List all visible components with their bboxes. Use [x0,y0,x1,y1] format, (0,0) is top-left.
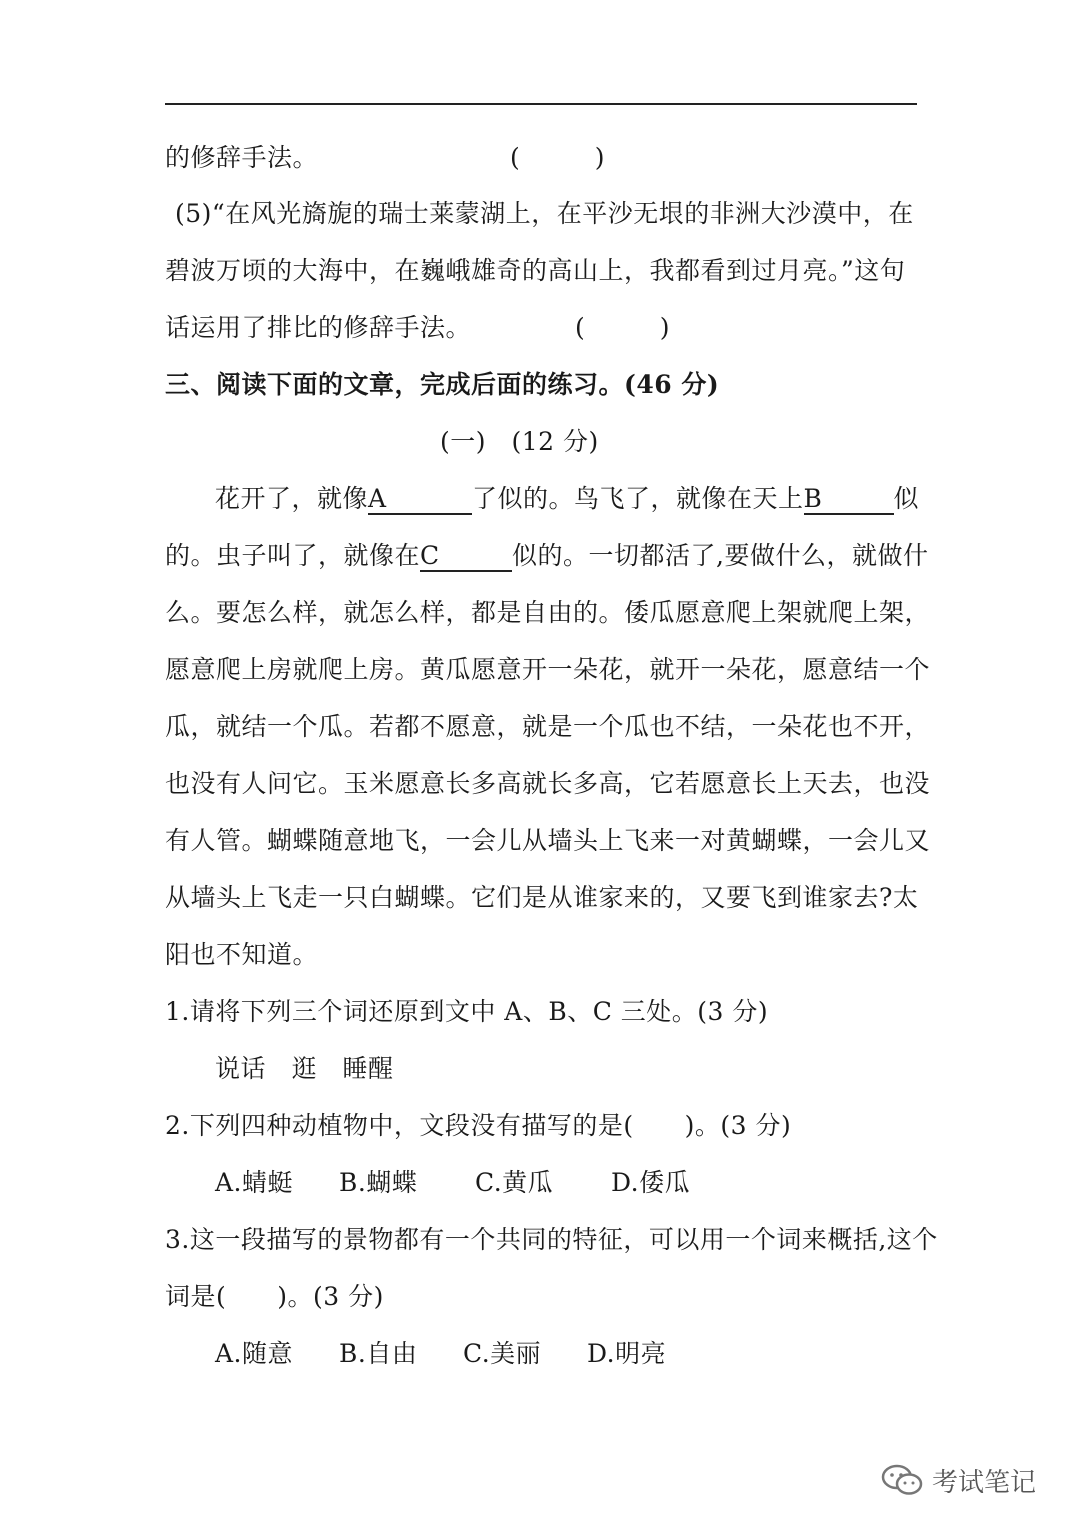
option-a[interactable]: A.蜻蜓 [215,1168,294,1197]
passage-line-8: 从墙头上飞走一只白蝴蝶。它们是从谁家来的，又要飞到谁家去?太 [165,883,919,912]
question-3-options [215,1338,975,1370]
option-c[interactable]: C.美丽 [463,1339,542,1368]
question-2: 2.下列四种动植物中，文段没有描写的是( )。(3 分) [165,1111,792,1140]
question-1-words: 说话 逛 睡醒 [215,1054,394,1083]
question-3-line2: 词是( )。(3 分) [165,1282,384,1311]
fill-blank-a: A [368,485,472,515]
passage-line-6: 也没有人问它。玉米愿意长多高就长多高，它若愿意长上天去，也没 [165,769,931,798]
passage-line-1 [215,483,975,515]
passage-line-5: 瓜，就结一个瓜。若都不愿意，就是一个瓜也不结，一朵花也不开， [165,712,931,741]
section3-heading: 三、阅读下面的文章，完成后面的练习。(46 分) [165,370,720,399]
fill-blank-c: C [420,542,512,572]
watermark [880,1460,1036,1500]
item5-line3: 话运用了排比的修辞手法。 [165,313,472,342]
passage-line-7: 有人管。蝴蝶随意地飞，一会儿从墙头上飞来一对黄蝴蝶，一会儿又 [165,826,931,855]
question-3-line1: 3.这一段描写的景物都有一个共同的特征，可以用一个词来概括,这个 [165,1225,938,1254]
passage-text: 似 [893,484,920,513]
option-c[interactable]: C.黄瓜 [475,1168,554,1197]
passage-text: 似的。一切都活了,要做什么，就做什 [512,541,929,570]
passage-line-9: 阳也不知道。 [165,940,319,969]
question-1: 1.请将下列三个词还原到文中 A、B、C 三处。(3 分) [165,997,769,1026]
passage-text: 花开了，就像 [215,484,369,513]
passage-line-2 [165,540,929,572]
passage-line-3: 么。要怎么样，就怎么样，都是自由的。倭瓜愿意爬上架就爬上架， [165,598,931,627]
top-rule [165,103,917,105]
option-d[interactable]: D.明亮 [587,1339,667,1368]
item5-line2: 碧波万顷的大海中，在巍峨雄奇的高山上，我都看到过月亮。”这句 [165,256,906,285]
passage-text: 的。虫子叫了，就像在 [165,541,421,570]
q-tail-answer-paren: ( ) [510,143,605,172]
fill-blank-b: B [804,485,894,515]
item5-line1: (5)“在风光旖旎的瑞士莱蒙湖上，在平沙无垠的非洲大沙漠中，在 [175,199,914,228]
passage-text: 了似的。鸟飞了，就像在天上 [472,484,804,513]
passage-line-4: 愿意爬上房就爬上房。黄瓜愿意开一朵花，就开一朵花，愿意结一个 [165,655,931,684]
option-d[interactable]: D.倭瓜 [611,1168,691,1197]
wechat-icon [880,1462,924,1498]
question-2-options [215,1167,975,1199]
option-b[interactable]: B.蝴蝶 [339,1168,418,1197]
section3-subheading: (一) (12 分) [440,427,599,456]
option-a[interactable]: A.随意 [215,1339,294,1368]
item5-answer-paren: ( ) [575,313,670,342]
watermark-text: 考试笔记 [932,1467,1037,1498]
option-b[interactable]: B.自由 [339,1339,418,1368]
q-tail-text: 的修辞手法。 [165,143,319,172]
